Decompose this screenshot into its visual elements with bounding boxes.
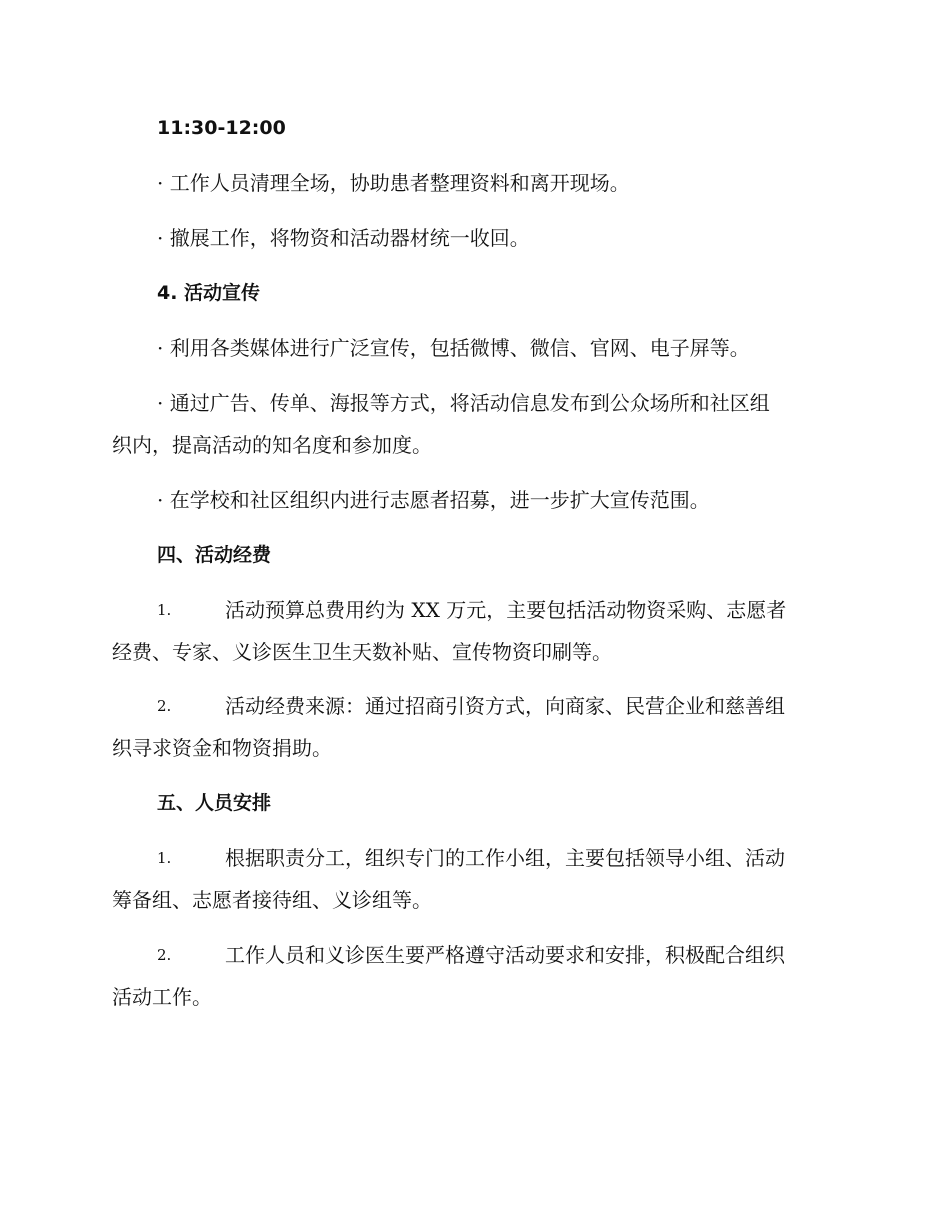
list-item-continuation: 织寻求资金和物资捐助。 <box>112 736 332 760</box>
list-item: · 利用各类媒体进行广泛宣传，包括微博、微信、官网、电子屏等。 <box>157 336 750 360</box>
section-heading-staff: 五、人员安排 <box>157 792 272 814</box>
list-item-continuation: 织内，提高活动的知名度和参加度。 <box>112 433 432 457</box>
list-item-continuation: 经费、专家、义诊医生卫生天数补贴、宣传物资印刷等。 <box>112 640 612 664</box>
list-item: · 通过广告、传单、海报等方式，将活动信息发布到公众场所和社区组 <box>157 391 770 415</box>
list-item: 根据职责分工，组织专门的工作小组，主要包括领导小组、活动 <box>225 846 785 870</box>
section-heading-promotion: 4. 活动宣传 <box>157 282 261 304</box>
list-number: 2. <box>157 697 172 715</box>
list-number: 1. <box>157 849 172 867</box>
list-item: 活动经费来源：通过招商引资方式，向商家、民营企业和慈善组 <box>225 694 785 718</box>
list-item-continuation: 活动工作。 <box>112 985 212 1009</box>
list-number: 2. <box>157 946 172 964</box>
list-item: 工作人员和义诊医生要严格遵守活动要求和安排，积极配合组织 <box>225 943 785 967</box>
list-item: 活动预算总费用约为 XX 万元，主要包括活动物资采购、志愿者 <box>225 598 787 622</box>
list-item-continuation: 筹备组、志愿者接待组、义诊组等。 <box>112 888 432 912</box>
list-item: · 撤展工作，将物资和活动器材统一收回。 <box>157 226 530 250</box>
list-item: · 工作人员清理全场，协助患者整理资料和离开现场。 <box>157 171 630 195</box>
list-number: 1. <box>157 601 172 619</box>
section-heading-budget: 四、活动经费 <box>157 544 272 566</box>
time-heading: 11:30-12:00 <box>157 117 286 139</box>
list-item: · 在学校和社区组织内进行志愿者招募，进一步扩大宣传范围。 <box>157 488 710 512</box>
